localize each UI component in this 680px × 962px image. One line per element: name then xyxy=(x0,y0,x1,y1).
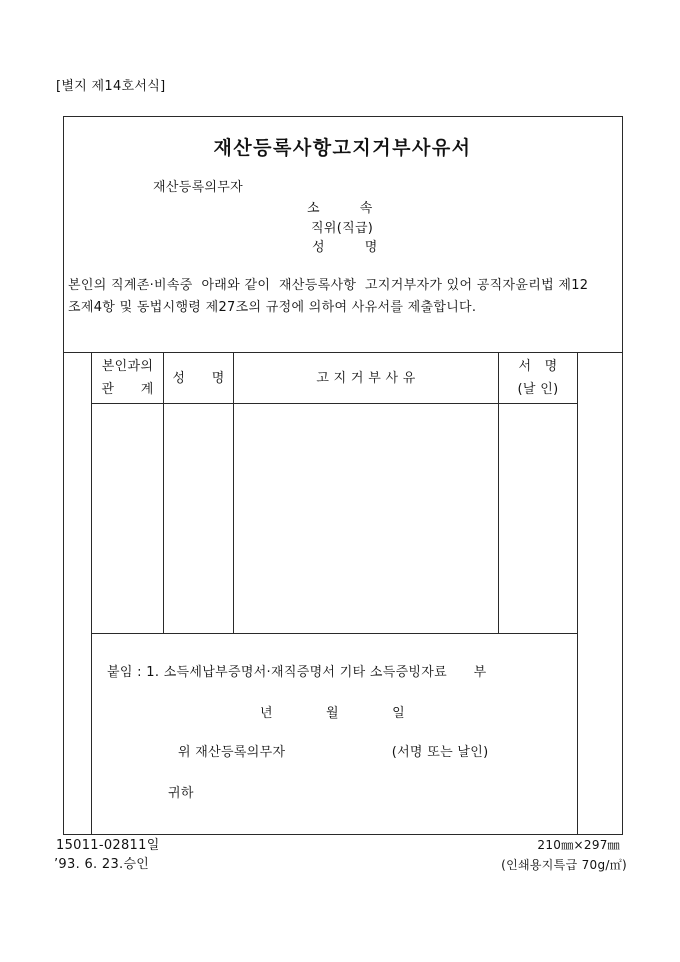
date-line: 년 월 일 xyxy=(260,706,405,721)
table-header-name-label: 성 명 xyxy=(172,370,225,386)
table-header-reason-label: 고 지 거 부 사 유 xyxy=(316,370,416,386)
table-body-empty-row xyxy=(92,404,577,633)
field-label-name: 성 명 xyxy=(312,240,378,255)
table-header-name xyxy=(164,353,233,403)
table-header-signature-line2: (날 인) xyxy=(517,382,559,397)
body-paragraph-line2: 조제4항 및 동법시행령 제27조의 규정에 의하여 사유서를 제출합니다. xyxy=(68,300,477,315)
table-header-signature xyxy=(499,353,577,403)
field-label-affiliation: 소 속 xyxy=(307,201,373,216)
signer-line: 위 재산등록의무자 (서명 또는 날인) xyxy=(178,745,489,760)
footer-paper-spec: (인쇄용지특급 70g/㎡) xyxy=(501,858,627,872)
table-header-relation xyxy=(92,353,163,403)
declarant-label: 재산등록의무자 xyxy=(153,180,244,195)
table-header-relation-line2: 관 계 xyxy=(101,382,154,397)
recipient-label: 귀하 xyxy=(168,786,194,801)
table-header-reason xyxy=(234,353,498,403)
field-label-position: 직위(직급) xyxy=(311,221,374,236)
table-header-signature-line1: 서 명 xyxy=(518,359,558,374)
table-body-bottom-rule xyxy=(91,633,577,634)
footer-approval-date: ’93. 6. 23.승인 xyxy=(54,857,150,872)
footer-doc-number: 15011-02811일 xyxy=(56,838,160,853)
body-paragraph-line1: 본인의 직계존·비속중 아래와 같이 재산등록사항 고지거부자가 있어 공직자윤리법 제12 xyxy=(68,278,589,293)
table-right-border xyxy=(577,352,578,834)
attachment-line: 붙임 : 1. 소득세납부증명서·재직증명서 기타 소득증빙자료 부 xyxy=(107,665,487,680)
footer-paper-size: 210㎜×297㎜ xyxy=(537,838,620,852)
form-reference-label: [별지 제14호서식] xyxy=(56,79,166,94)
form-title: 재산등록사항고지거부사유서 xyxy=(213,137,472,159)
table-header-relation-line1: 본인과의 xyxy=(101,359,154,374)
